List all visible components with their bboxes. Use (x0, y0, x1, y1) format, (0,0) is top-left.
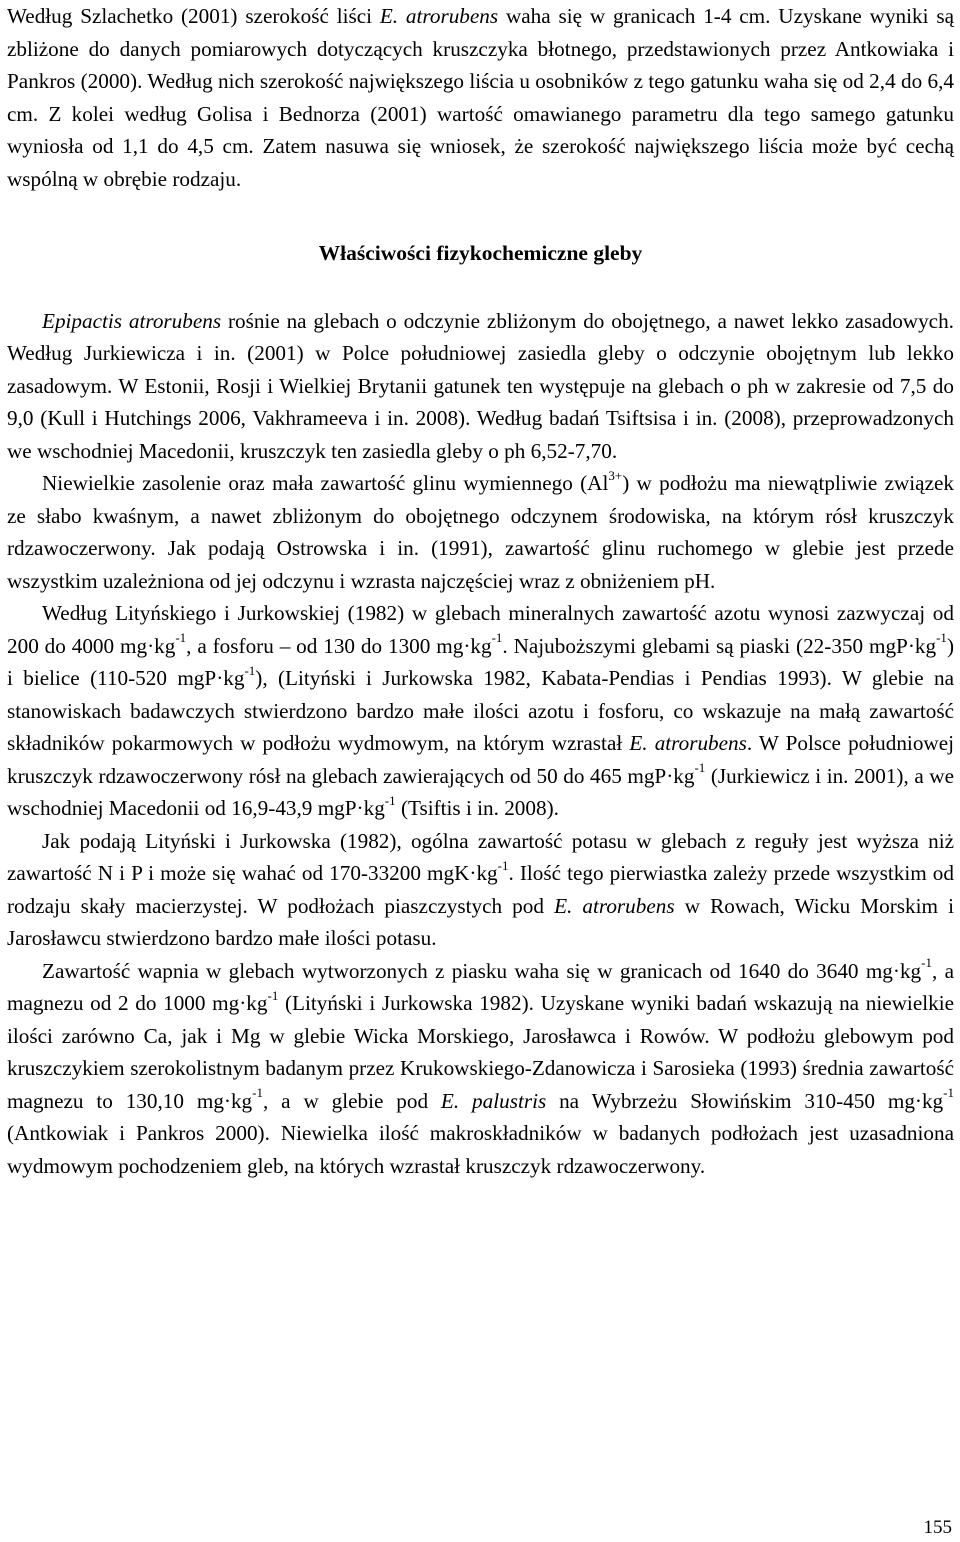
paragraph-soil-ph: Epipactis atrorubens rośnie na glebach o odczynie zbliżonym do obojętnego, a nawet lekko zasadowych. Według Jurkiewicza i in. (2001) w Polce południowej zasiedla gleby o odczynie obojętnym lub lekko zasadowym. W Estonii, Rosji i Wielkiej Brytanii gatunek ten występuje na glebach o ph w zakresie od 7,5 do 9,0 (Kull i Hutchings 2006, Vakhrameeva i in. 2008). Według badań Tsiftsisa i in. (2008), przeprowadzonych we wschodniej Macedonii, kruszczyk ten zasiedla gleby o ph 6,52-7,70. (7, 308, 954, 463)
paragraph-aluminium: Niewielkie zasolenie oraz mała zawartość glinu wymiennego $(Al^{3+})$ w podłożu ma niewątpliwie związek ze słabo kwaśnym, a nawet zbliżonym do obojętnego odczynem środowiska, na którym rósł kruszczyk rdzawoczerwony. Jak podają Ostrowska i in. (1991), zawartość glinu ruchomego w glebie jest przede wszystkim uzależniona od jej odczynu i wzrasta najczęściej wraz z obniżeniem pH. (7, 467, 954, 593)
paragraph-leaf-width: Według Szlachetko (2001) szerokość liści E. atrorubens waha się w granicach 1-4 cm. Uzyskane wyniki są zbliżone do danych pomiarowych dotyczących kruszczyka błotnego, przedstawionych przez Antkowiaka i Pankros (2000). Według nich szerokość największego liścia u osobników z tego gatunku waha się od 2,4 do 6,4 cm. Z kolei według Golisa i Bednorza (2001) wartość omawianego parametru dla tego samego gatunku wyniosła od 1,1 do 4,5 cm. Zatem nasuwa się wniosek, że szerokość największego liścia może być cechą wspólną w obrębie rodzaju. (7, 4, 954, 191)
paragraph-nitrogen-phosphorus: Według Lityńskiego i Jurkowskiej (1982) w glebach mineralnych zawartość azotu wynosi zazwyczaj od 200 do 4000 $mg\cdot kg^{-1}$, a fosforu – od 130 do 1300 $mg\cdot kg^{-1}$. Najuboższymi glebami są piaski (22-350 $mgP\cdot kg^{-1}$) i bielice (110-520 $mgP\cdot kg^{-1}$), (Lityński i Jurkowska 1982, Kabata-Pendias i Pendias 1993). W glebie na stanowiskach badawczych stwierdzono bardzo małe ilości azotu i fosforu, co wskazuje na małą zawartość składników pokarmowych w podłożu wydmowym, na którym wzrastał E. atrorubens. W Polsce południowej kruszczyk rdzawoczerwony rósł na glebach zawierających od 50 do 465 $mgP\cdot kg^{-1}$ (Jurkiewicz i in. 2001), a we wschodniej Macedonii od 16,9-43,9 $mgP\cdot kg^{-1}$ (Tsiftis i in. 2008). (7, 601, 954, 820)
paragraph-calcium-magnesium: Zawartość wapnia w glebach wytworzonych z piasku waha się w granicach od 1640 do 3640 $mg\cdot kg^{-1}$, a magnezu od 2 do 1000 $mg\cdot kg^{-1}$ (Lityński i Jurkowska 1982). Uzyskane wyniki badań wskazują na niewielkie ilości zarówno Ca, jak i Mg w glebie Wicka Morskiego, Jarosławca i Rowów. W podłożu glebowym pod kruszczykiem szerokolistnym badanym przez Krukowskiego-Zdanowicza i Sarosieka (1993) średnia zawartość magnezu to 130,10 $mg\cdot kg^{-1}$, a w glebie pod E. palustris na Wybrzeżu Słowińskim 310-450 $mg\cdot kg^{-1}$ (Antkowiak i Pankros 2000). Niewielka ilość makroskładników w badanych podłożach jest uzasadniona wydmowym pochodzeniem gleb, na których wzrastał kruszczyk rdzawoczerwony. (7, 955, 955, 1178)
paragraph-potassium: Jak podają Lityński i Jurkowska (1982), ogólna zawartość potasu w glebach z reguły jest wyższa niż zawartość N i P i może się wahać od 170-33200 $mgK\cdot kg^{-1}$. Ilość tego pierwiastka zależy przede wszystkim od rodzaju skały macierzystej. W podłożach piaszczystych pod E. atrorubens w Rowach, Wicku Morskim i Jarosławcu stwierdzono bardzo małe ilości potasu. (7, 828, 954, 950)
page-number: 155 (923, 1517, 952, 1538)
section-heading: Właściwości fizykochemiczne gleby (318, 241, 643, 265)
body-text (7, 0, 954, 1182)
